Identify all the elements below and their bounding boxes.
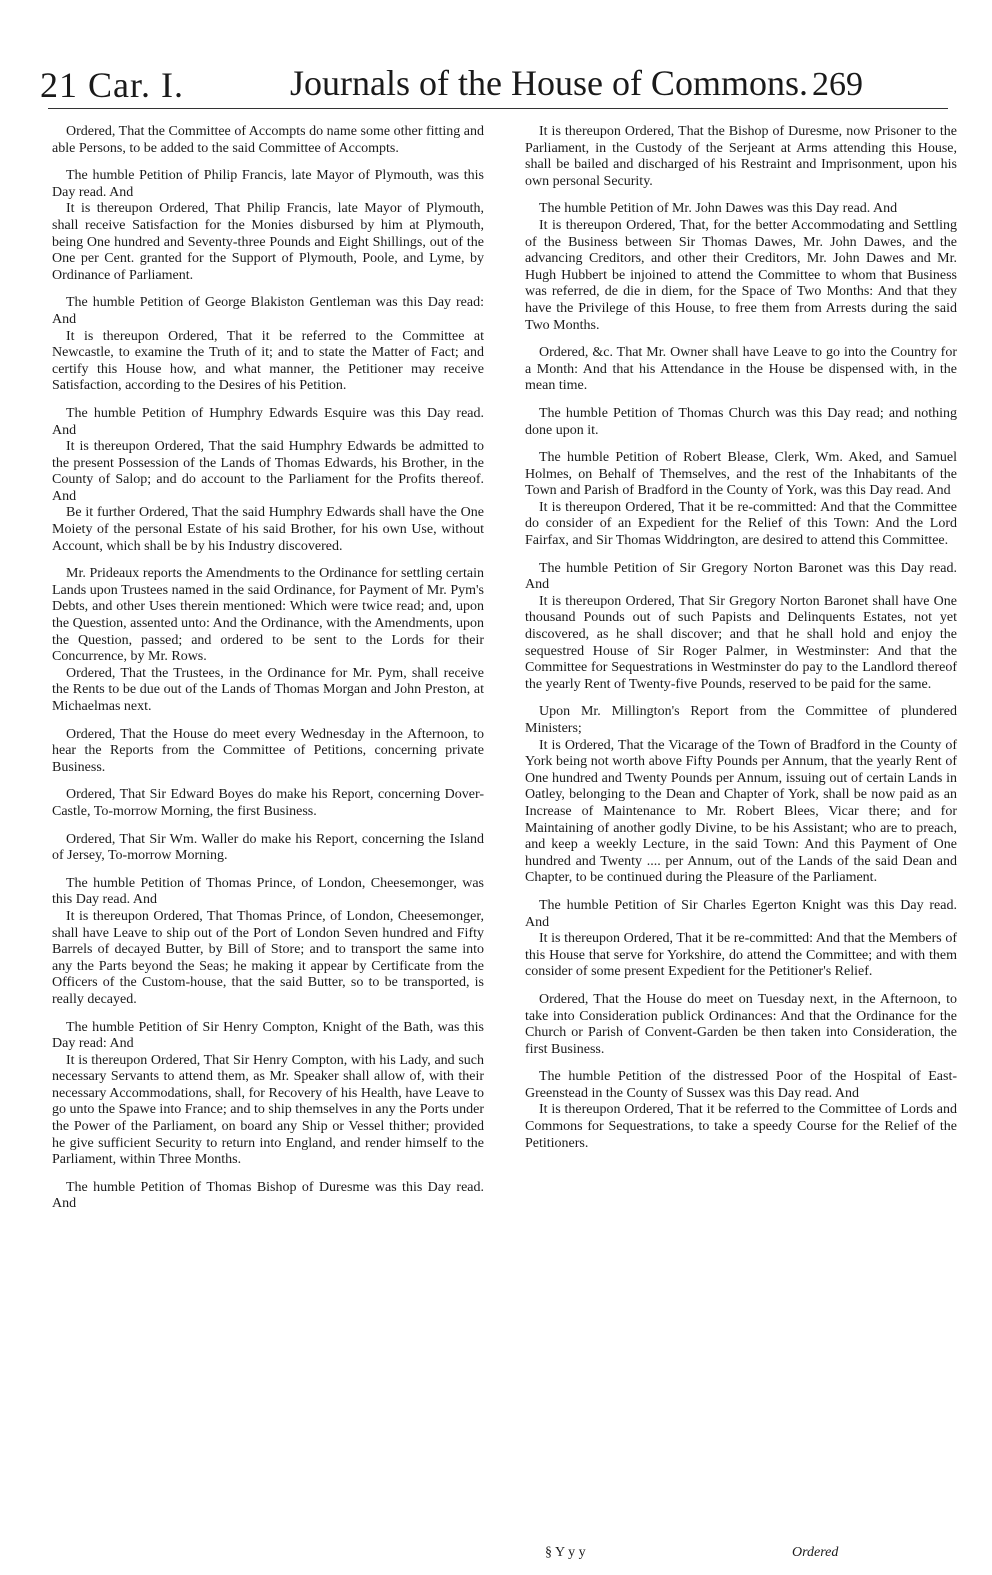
entry-paragraph: The humble Petition of Robert Blease, Clerk, Wm. Aked, and Samuel Holmes, on Behalf of Themselves, and the rest of the Inhabitants of the Town and Parish of Bradford in the County of York, was this Day read. And <box>525 450 957 499</box>
entry-paragraph: It is thereupon Ordered, That Sir Henry Compton, with his Lady, and such necessary Servants to attend them, as Mr. Speaker shall allow of, with their necessary Accommodations, shall, for Recovery of his Health, have Leave to go unto the Spawe into France; and to ship themselves in any the Ports under the Power of the Parliament, on board any Ship or Vessel thither; provided he give sufficient Security to return into England, and render himself to the Parliament, within Three Months. <box>52 1052 484 1168</box>
entry-paragraph: Ordered, That the House do meet every Wednesday in the Afternoon, to hear the Reports from the Committee of Petitions, concerning private Business. <box>52 726 484 775</box>
journal-entry <box>52 295 484 395</box>
journal-entry <box>52 787 484 820</box>
entry-paragraph: The humble Petition of Sir Gregory Norton Baronet was this Day read. And <box>525 560 957 593</box>
journal-entry <box>52 832 484 865</box>
page-number: 269 <box>812 66 863 103</box>
entry-paragraph: Ordered, That Sir Wm. Waller do make his Report, concerning the Island of Jersey, To-morrow Morning. <box>52 831 484 864</box>
regnal-year: 21 Car. I. <box>40 65 184 105</box>
entry-paragraph: Mr. Prideaux reports the Amendments to the Ordinance for settling certain Lands upon Trustees named in the said Ordinance, for Payment of Mr. Pym's Debts, and other Uses therein mentioned: Which were twice read; and, upon the Question, assented unto: And the Ordinance, with the Amendments, upon the Question, passed; and ordered to be sent to the Lords for their Concurrence, by Mr. Rows. <box>52 566 484 665</box>
entry-paragraph: Ordered, &c. That Mr. Owner shall have Leave to go into the Country for a Month: And that his Attendance in the House be dispensed with, in the mean time. <box>525 345 957 394</box>
entry-paragraph: The humble Petition of the distressed Poor of the Hospital of East-Greenstead in the County of Sussex was this Day read. And <box>525 1069 957 1101</box>
entry-paragraph: It is thereupon Ordered, That Philip Francis, late Mayor of Plymouth, shall receive Satisfaction for the Monies disbursed by him at Plymouth, being One hundred and Seventy-three Pounds and Eight Shillings, out of the One per Cent. granted for the Support of Plymouth, Poole, and Lyme, by Ordinance of Parliament. <box>52 201 484 283</box>
journal-entry <box>525 201 957 334</box>
entry-paragraph: It is thereupon Ordered, That the said Humphry Edwards be admitted to the present Possession of the Lands of Thomas Edwards, his Brother, in the County of Salop; and do account to the Parliament for the Profits thereof. And <box>52 439 484 504</box>
header-rule <box>48 108 948 109</box>
entry-paragraph: Ordered, That the Committee of Accompts do name some other fitting and able Persons, to be added to the said Committee of Accompts. <box>52 124 484 156</box>
entry-paragraph: The humble Petition of Sir Charles Egerton Knight was this Day read. And <box>525 897 957 930</box>
entry-paragraph: The humble Petition of Sir Henry Compton, Knight of the Bath, was this Day read: And <box>52 1019 484 1052</box>
journal-entry <box>525 561 957 694</box>
journal-entry <box>525 345 957 395</box>
catchword: Ordered <box>792 1545 839 1560</box>
right-column <box>525 124 957 1163</box>
journal-entry <box>52 566 484 715</box>
journal-entry <box>525 992 957 1058</box>
entry-paragraph: The humble Petition of Thomas Bishop of Duresme was this Day read. And <box>52 1179 484 1212</box>
journal-entry <box>525 1069 957 1152</box>
entry-paragraph: Upon Mr. Millington's Report from the Committee of plundered Ministers; <box>525 704 957 736</box>
journal-entry <box>52 168 484 284</box>
entry-paragraph: It is thereupon Ordered, That it be re-committed: And that the Committee do consider of an Expedient for the Relief of this Town: And the Lord Fairfax, and Sir Thomas Widdrington, are desired to attend this Committee. <box>525 499 957 549</box>
entry-paragraph: It is thereupon Ordered, That, for the better Accommodating and Settling of the Business between Sir Thomas Dawes, Mr. John Dawes, and the advancing Creditors, and other their Creditors, Mr. John Dawes and Mr. Hugh Hubbert be injoined to attend the Committee to whom that Business was referred, de die in diem, for the Space of Two Months: And that they have the Privilege of this House, to free them from Arrests during the said Two Months. <box>525 217 957 333</box>
entry-paragraph: Be it further Ordered, That the said Humphry Edwards shall have the One Moiety of the personal Estate of his said Brother, for his own Use, without Account, which shall be by his Industry discovered. <box>52 505 484 554</box>
entry-paragraph: It is thereupon Ordered, That the Bishop of Duresme, now Prisoner to the Parliament, in the Custody of the Serjeant at Arms attending this House, shall be bailed and discharged of his Restraint and Imprisonment, upon his own personal Security. <box>525 124 957 189</box>
journal-entry <box>525 450 957 550</box>
entry-paragraph: It is thereupon Ordered, That it be referred to the Committee at Newcastle, to examine the Truth of it; and to state the Matter of Fact; and certify this House how, and what manner, the Petitioner may receive Satisfaction, according to the Desires of his Petition. <box>52 328 484 394</box>
journal-entry <box>52 1020 484 1169</box>
entry-paragraph: It is Ordered, That the Vicarage of the Town of Bradford in the County of York being not worth above Fifty Pounds per Annum, that the yearly Rent of One hundred and Twenty Pounds per Annum, issuing out of certain Lands in Oatley, belonging to the Dean and Chapter of York, shall be now paid as an Increase of Maintenance to Mr. Robert Blees, Vicar there; and for Maintaining of another godly Divine, to be his Assistant; who are to preach, and keep a weekly Lecture, in the said Town: And this Payment of One hundred and Twenty .... per Annum, out of the Lands of the said Dean and Chapter, to be continued during the Pleasure of the Parliament. <box>525 737 957 886</box>
journal-entry <box>525 124 957 190</box>
entry-paragraph: The humble Petition of Thomas Prince, of London, Cheesemonger, was this Day read. And <box>52 875 484 908</box>
left-column <box>52 124 484 1224</box>
journal-entry <box>52 124 484 157</box>
journal-entry <box>525 704 957 887</box>
journal-entry <box>525 898 957 981</box>
journal-entry <box>525 406 957 439</box>
running-title: Journals of the House of Commons. <box>290 63 808 103</box>
entry-paragraph: Ordered, That the Trustees, in the Ordinance for Mr. Pym, shall receive the Rents to be due out of the Lands of Thomas Morgan and John Preston, at Michaelmas next. <box>52 665 484 714</box>
entry-paragraph: The humble Petition of George Blakiston Gentleman was this Day read: And <box>52 295 484 327</box>
entry-paragraph: It is thereupon Ordered, That Sir Gregory Norton Baronet shall have One thousand Pounds out of such Papists and Delinquents Estates, not yet discovered, as he shall discover; and that he shall hold and enjoy the sequestred House of Sir Roger Palmer, in Westminster: And that the Committee for Sequestrations in Westminster do pay to the Landlord thereof the yearly Rent of Twenty-five Pounds, reserved to be paid for the same. <box>525 593 957 692</box>
page-header <box>0 0 992 112</box>
signature-mark: § Y y y <box>545 1545 586 1560</box>
journal-entry <box>52 1180 484 1213</box>
entry-paragraph: It is thereupon Ordered, That it be referred to the Committee of Lords and Commons for Sequestrations, to take a speedy Course for the Relief of the Petitioners. <box>525 1102 957 1151</box>
entry-paragraph: The humble Petition of Humphry Edwards Esquire was this Day read. And <box>52 405 484 438</box>
journal-entry <box>52 876 484 1009</box>
journal-entry <box>52 727 484 777</box>
entry-paragraph: It is thereupon Ordered, That it be re-committed: And that the Members of this House that serve for Yorkshire, do attend the Committee; and with them consider of some present Expedient for the Petitioner's Relief. <box>525 931 957 980</box>
entry-paragraph: Ordered, That Sir Edward Boyes do make his Report, concerning Dover-Castle, To-morrow Morning, the first Business. <box>52 787 484 819</box>
entry-paragraph: The humble Petition of Philip Francis, late Mayor of Plymouth, was this Day read. And <box>52 168 484 200</box>
entry-paragraph: Ordered, That the House do meet on Tuesday next, in the Afternoon, to take into Consideration publick Ordinances: And that the Ordinance for the Church or Parish of Convent-Garden be then taken into Consideration, the first Business. <box>525 991 957 1057</box>
entry-paragraph: The humble Petition of Thomas Church was this Day read; and nothing done upon it. <box>525 405 957 438</box>
entry-paragraph: It is thereupon Ordered, That Thomas Prince, of London, Cheesemonger, shall have Leave to ship out of the Port of London Seven hundred and Fifty Barrels of decayed Butter, by Bill of Store; and to transport the same into any the Parts beyond the Seas; he making it appear by Certificate from the Officers of the Custom-house, that the said Butter, so to be transported, is really decayed. <box>52 908 484 1007</box>
journal-entry <box>52 406 484 555</box>
entry-paragraph: The humble Petition of Mr. John Dawes was this Day read. And <box>539 201 898 217</box>
